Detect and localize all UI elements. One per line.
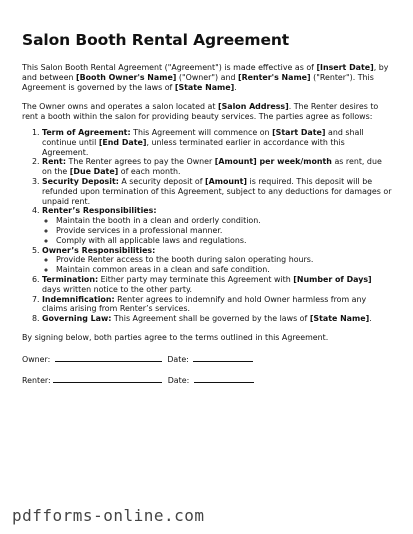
text-segment: as rent, due on the — [42, 157, 382, 177]
document-page — [22, 0, 392, 385]
clause-item — [42, 275, 392, 295]
sub-list — [42, 255, 392, 275]
bold-term: Security Deposit: — [42, 177, 119, 187]
bold-term: [Insert Date] — [316, 63, 374, 73]
sub-list-item: ◦ Comply with all applicable laws and regulations. — [56, 236, 392, 246]
owner-signature-line[interactable] — [55, 353, 162, 362]
owner-date-label: Date: — [167, 354, 189, 364]
text-segment: This Agreement shall be governed by the laws of — [111, 314, 310, 324]
bold-term: Renter’s Responsibilities: — [42, 206, 157, 216]
text-segment: of each month. — [118, 167, 181, 177]
bold-term: [Start Date] — [272, 128, 326, 138]
bold-term: Owner’s Responsibilities: — [42, 245, 156, 255]
owner-paragraph — [22, 102, 392, 122]
bold-term: [Amount] per week/month — [214, 157, 332, 167]
owner-date-line[interactable] — [193, 353, 253, 362]
document-title: Salon Booth Rental Agreement — [22, 31, 290, 49]
text-segment: Renter agrees to indemnify and hold Owner harmless from any claims arising from Renter’s services. — [42, 294, 367, 314]
text-segment: This Salon Booth Rental Agreement ("Agreement") is made effective as of — [22, 63, 317, 73]
text-segment: This Agreement will commence on — [130, 128, 273, 138]
bold-term: Rent: — [42, 157, 66, 167]
clause-item — [42, 295, 392, 315]
sub-list-item: ◦ Provide Renter access to the booth during salon operating hours. — [56, 255, 392, 265]
bold-term: Governing Law: — [42, 314, 112, 324]
bold-term: [Renter's Name] — [237, 72, 311, 82]
clause-item — [42, 157, 392, 177]
renter-signature-row — [22, 374, 392, 386]
text-segment: ("Renter"). This Agreement is governed by the laws of — [22, 72, 374, 92]
sub-list-item: ◦ Maintain the booth in a clean and orderly condition. — [56, 216, 392, 226]
owner-signature-row — [22, 353, 392, 365]
renter-date-label: Date: — [167, 375, 190, 385]
signing-statement: By signing below, both parties agree to the terms outlined in this Agreement. — [22, 332, 329, 342]
bold-term: Term of Agreement: — [42, 128, 131, 138]
bold-term: [Number of Days] — [293, 274, 372, 284]
text-segment: is required. This deposit will be refunded upon termination of this Agreement, subject to any deductions for damages or unpaid rent. — [42, 177, 392, 206]
text-segment: and shall continue until — [42, 128, 364, 147]
text-segment: The Renter agrees to pay the Owner — [65, 157, 215, 167]
text-segment: , unless terminated earlier in accordance with this Agreement. — [42, 137, 345, 157]
bold-term: Termination: — [42, 274, 99, 284]
bold-term: [State Name] — [174, 82, 235, 92]
clause-item — [42, 246, 392, 275]
text-segment: , by and between — [22, 63, 389, 82]
clause-item — [42, 314, 392, 324]
text-segment: . — [234, 82, 237, 92]
clause-item — [42, 177, 392, 206]
bold-term: [Due Date] — [69, 167, 119, 177]
text-segment: . — [369, 314, 372, 324]
site-watermark: pdfforms-online.com — [12, 506, 205, 525]
bold-term: [State Name] — [309, 314, 370, 324]
text-segment: days written notice to the other party. — [42, 284, 193, 294]
intro-paragraph — [22, 63, 392, 92]
renter-date-line[interactable] — [194, 374, 254, 383]
clause-item — [42, 128, 392, 157]
text-segment: ("Owner") and — [176, 72, 238, 82]
sub-list — [42, 216, 392, 245]
text-segment: A security deposit of — [118, 177, 206, 187]
text-segment: The Owner owns and operates a salon located at — [22, 102, 218, 112]
clause-item — [42, 206, 392, 245]
bold-term: [Salon Address] — [217, 102, 289, 112]
owner-label: Owner: — [22, 354, 51, 364]
renter-label: Renter: — [22, 375, 51, 385]
sub-list-item: ◦ Provide services in a professional manner. — [56, 226, 392, 236]
bold-term: [Amount] — [205, 177, 248, 187]
bold-term: [End Date] — [98, 137, 147, 147]
bold-term: Indemnification: — [42, 294, 115, 304]
text-segment: Either party may terminate this Agreement with — [98, 274, 294, 284]
bold-term: [Booth Owner's Name] — [75, 72, 177, 82]
sub-list-item: ◦ Maintain common areas in a clean and safe condition. — [56, 265, 392, 275]
clause-list — [22, 128, 392, 324]
renter-signature-line[interactable] — [53, 374, 162, 383]
text-segment: . The Renter desires to rent a booth within the salon for providing beauty services. The parties agree as follows: — [22, 102, 379, 122]
